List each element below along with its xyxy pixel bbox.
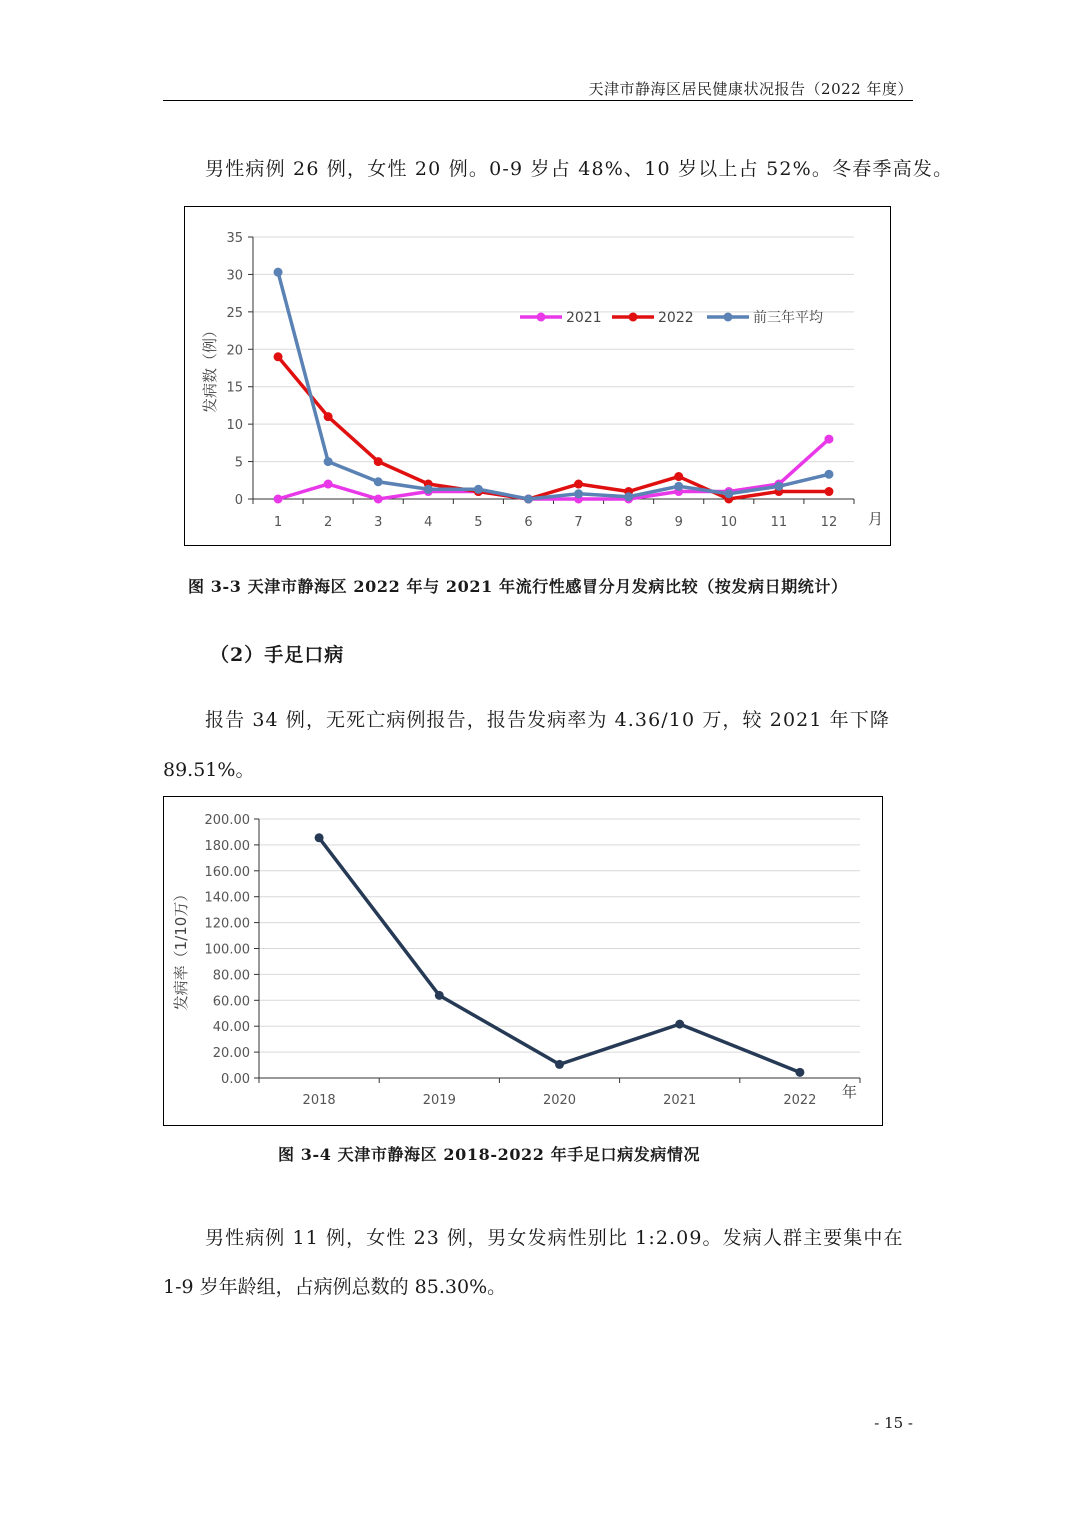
x-tick-label: 8	[624, 515, 633, 530]
data-point	[324, 457, 333, 466]
x-tick-label: 7	[574, 515, 583, 530]
y-tick-label: 20.00	[212, 1046, 250, 1062]
data-point	[374, 457, 383, 466]
y-tick-label: 5	[234, 455, 243, 471]
x-tick-label: 6	[524, 515, 533, 530]
legend-label: 2022	[658, 310, 694, 326]
y-tick-label: 15	[226, 380, 243, 396]
data-point	[474, 485, 483, 494]
series-line	[319, 838, 800, 1073]
y-tick-label: 140.00	[204, 890, 250, 906]
data-point	[324, 480, 333, 489]
data-point	[324, 412, 333, 421]
data-point	[675, 1020, 684, 1029]
x-tick-label: 2020	[542, 1093, 577, 1108]
y-tick-label: 10	[226, 418, 243, 434]
hfmd-report-paragraph-line2: 89.51%。	[163, 759, 255, 781]
hfmd-sex-paragraph-line1: 男性病例 11 例，女性 23 例，男女发病性别比 1:2.09。发病人群主要集中在	[205, 1227, 904, 1249]
data-point	[674, 472, 683, 481]
x-tick-label: 1	[273, 515, 283, 530]
data-point	[374, 495, 383, 504]
series-line	[278, 272, 829, 499]
x-tick-label: 9	[674, 515, 683, 530]
y-tick-label: 35	[226, 231, 243, 246]
hfmd-report-paragraph-line1: 报告 34 例，无死亡病例报告，报告发病率为 4.36/10 万，较 2021 年下降	[205, 709, 890, 731]
data-point	[574, 489, 583, 498]
x-tick-label: 2021	[663, 1093, 697, 1108]
y-tick-label: 100.00	[204, 942, 250, 958]
data-point	[674, 482, 683, 491]
x-tick-label: 2018	[302, 1093, 336, 1108]
flu-monthly-chart-svg	[185, 207, 890, 545]
data-point	[574, 480, 583, 489]
figure-3-4-caption: 图 3-4 天津市静海区 2018-2022 年手足口病发病情况	[278, 1145, 701, 1164]
x-tick-label: 2	[323, 515, 333, 530]
y-tick-label: 0	[234, 493, 243, 508]
flu-sex-age-paragraph: 男性病例 26 例，女性 20 例。0-9 岁占 48%、10 岁以上占 52%。冬春季高发。	[205, 158, 954, 180]
hfmd-yearly-chart	[163, 796, 883, 1126]
x-tick-label: 5	[474, 515, 483, 530]
hfmd-sex-paragraph-line2: 1-9 岁年龄组，占病例总数的 85.30%。	[163, 1276, 507, 1298]
data-point	[624, 492, 633, 501]
data-point	[824, 435, 833, 444]
legend-swatch-marker	[629, 313, 638, 322]
legend-label: 2021	[566, 310, 602, 326]
y-tick-label: 40.00	[212, 1020, 250, 1036]
x-tick-label: 10	[720, 515, 738, 530]
y-axis-label: 发病率（1/10万）	[172, 886, 190, 1011]
y-tick-label: 180.00	[204, 838, 250, 854]
series-line	[278, 357, 829, 499]
y-tick-label: 30	[226, 268, 243, 284]
x-axis-unit: 年	[842, 1083, 858, 1101]
page-header	[163, 72, 913, 101]
y-tick-label: 200.00	[204, 813, 250, 828]
x-axis-unit: 月	[868, 510, 884, 528]
flu-monthly-chart	[184, 206, 891, 546]
legend-swatch-marker	[724, 313, 733, 322]
data-point	[435, 991, 444, 1000]
x-tick-label: 2022	[783, 1093, 817, 1108]
data-point	[424, 485, 433, 494]
x-tick-label: 12	[820, 515, 838, 530]
data-point	[824, 470, 833, 479]
x-tick-label: 2019	[422, 1093, 456, 1108]
x-tick-label: 11	[770, 515, 788, 530]
y-tick-label: 0.00	[221, 1072, 250, 1087]
y-tick-label: 25	[226, 305, 243, 321]
data-point	[274, 352, 283, 361]
hfmd-heading: （2）手足口病	[210, 644, 345, 666]
data-point	[524, 495, 533, 504]
y-tick-label: 60.00	[212, 994, 250, 1010]
page-number: - 15 -	[874, 1414, 913, 1432]
header-title: 天津市静海区居民健康状况报告（2022 年度）	[588, 80, 913, 98]
x-tick-label: 4	[424, 515, 433, 530]
legend-swatch-marker	[537, 313, 546, 322]
y-tick-label: 120.00	[204, 916, 250, 932]
legend-label: 前三年平均	[753, 310, 823, 326]
y-axis-label: 发病数（例）	[201, 322, 219, 414]
data-point	[555, 1060, 564, 1069]
data-point	[724, 489, 733, 498]
data-point	[824, 487, 833, 496]
y-tick-label: 20	[226, 343, 243, 359]
data-point	[795, 1068, 804, 1077]
hfmd-yearly-chart-svg	[164, 797, 882, 1125]
figure-3-3-caption: 图 3-3 天津市静海区 2022 年与 2021 年流行性感冒分月发病比较（按发病日期统计）	[188, 577, 848, 596]
data-point	[774, 482, 783, 491]
data-point	[374, 477, 383, 486]
data-point	[274, 495, 283, 504]
y-tick-label: 80.00	[212, 968, 250, 984]
y-tick-label: 160.00	[204, 864, 250, 880]
x-tick-label: 3	[374, 515, 383, 530]
data-point	[315, 833, 324, 842]
data-point	[274, 268, 283, 277]
